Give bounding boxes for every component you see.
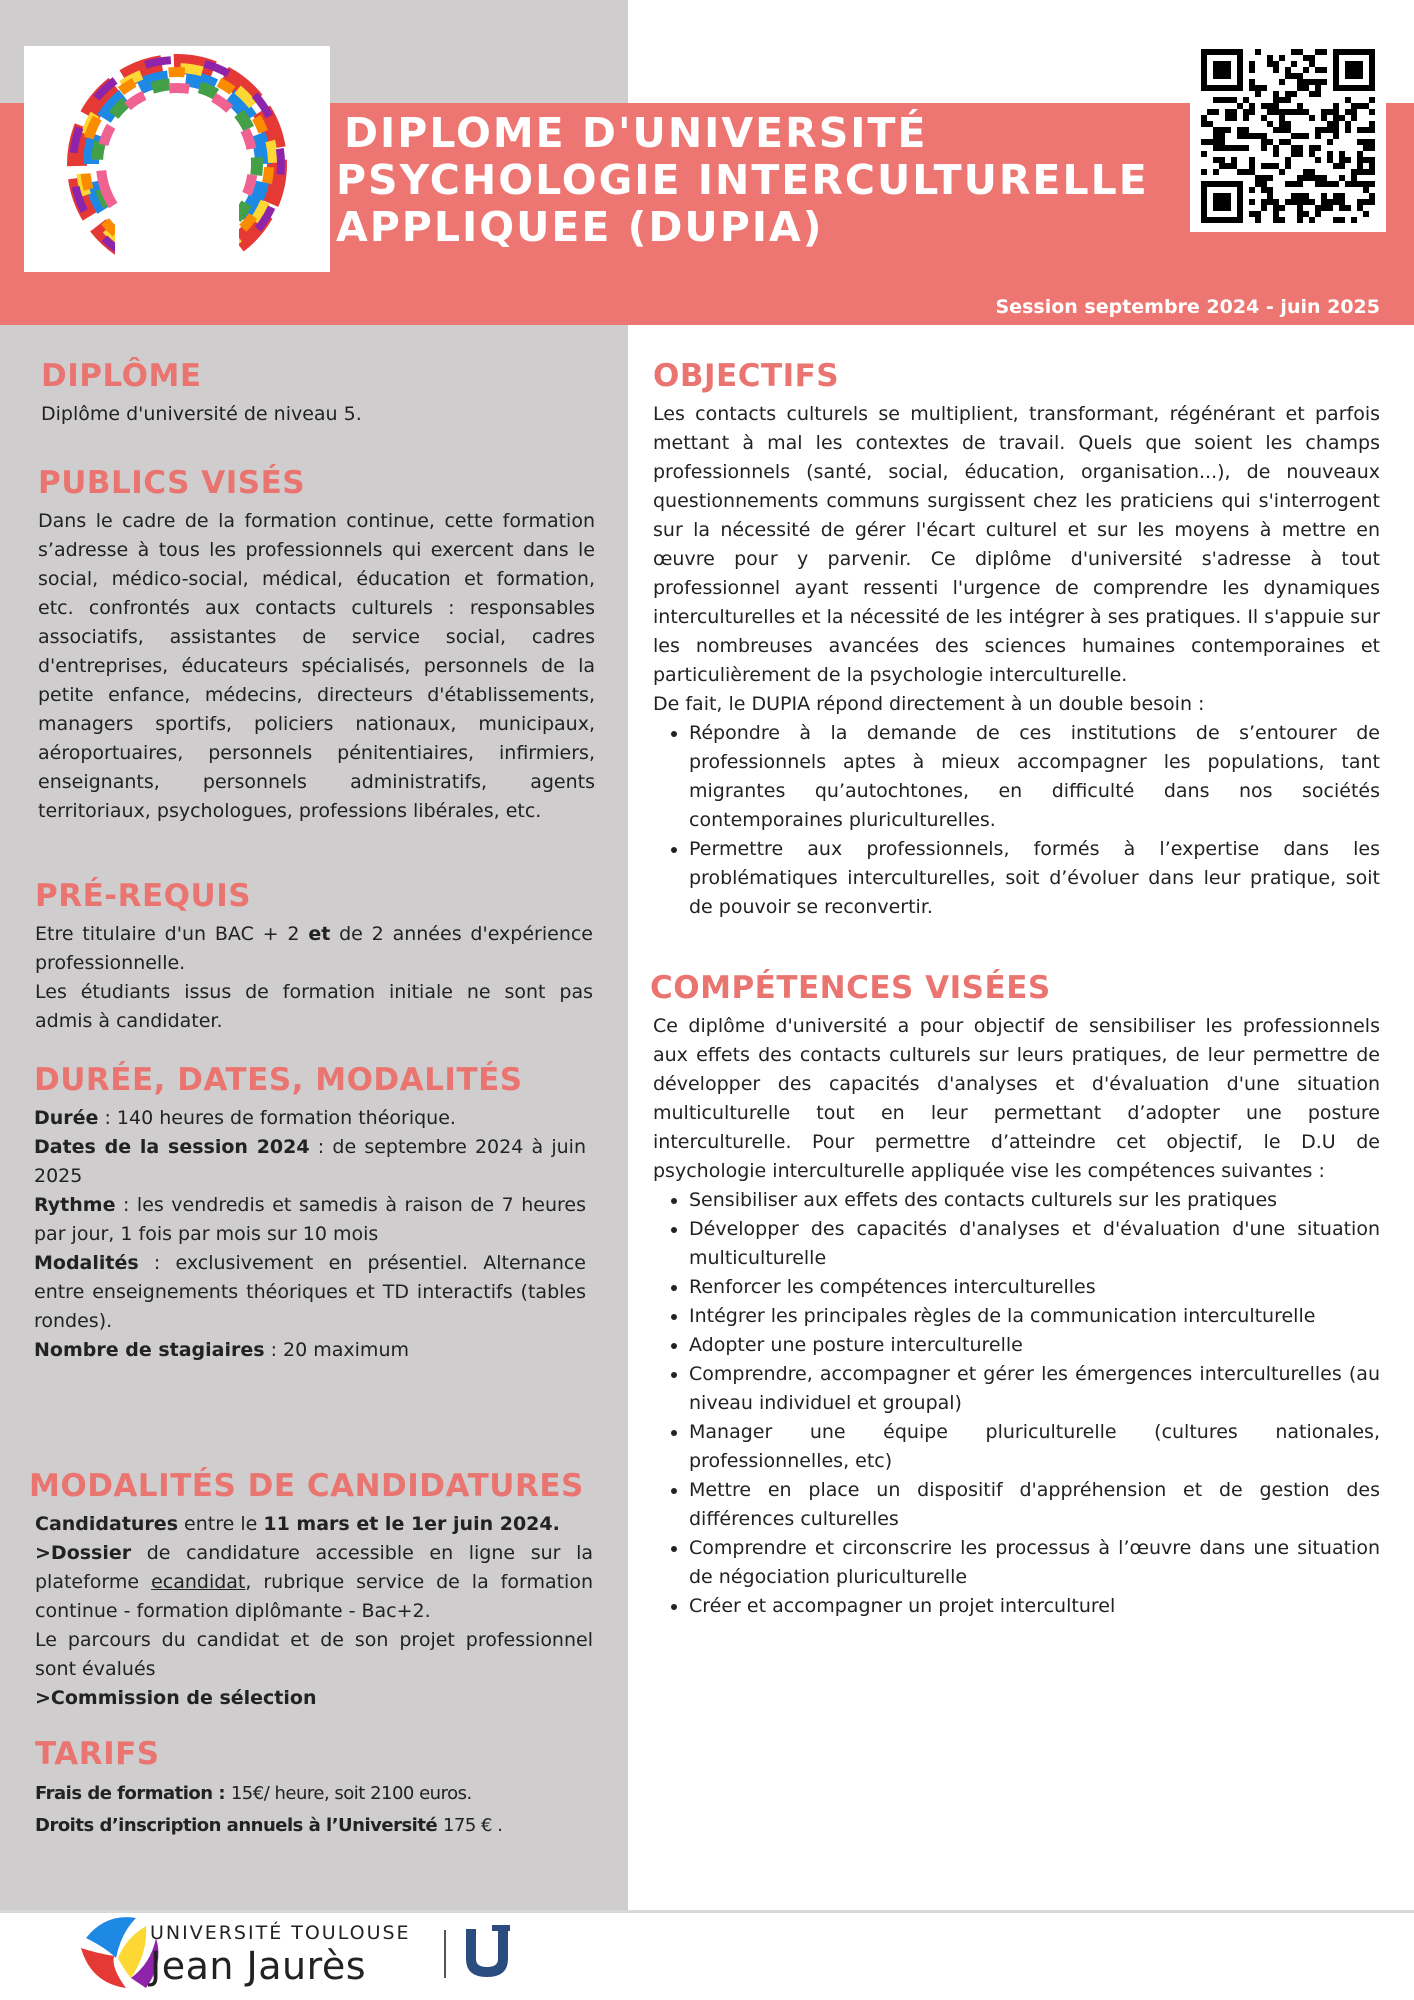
duree-item-value: : 140 heures de formation théorique. [98, 1107, 456, 1129]
tarif-droits-value: 175 € . [442, 1815, 503, 1836]
heads-logo-icon [24, 46, 330, 272]
tarifs-heading: TARIFS [35, 1736, 160, 1772]
tarif-droits-label: Droits d’inscription annuels à l’Université [35, 1815, 443, 1836]
duree-item-label: Modalités [34, 1252, 139, 1274]
tarif-frais-label: Frais de formation : [35, 1783, 231, 1804]
competences-heading: COMPÉTENCES VISÉES [650, 970, 1051, 1006]
title-line-2: PSYCHOLOGIE INTERCULTURELLE [336, 156, 1149, 205]
qr-code-icon [1190, 40, 1386, 232]
diplome-heading: DIPLÔME [41, 358, 202, 394]
diplome-text: Diplôme d'université de niveau 5. [41, 403, 362, 425]
section-tarifs [35, 1736, 593, 1842]
footer-separator [444, 1930, 446, 1978]
dossier-label: >Dossier [35, 1542, 132, 1564]
section-diplome [41, 358, 596, 429]
list-item: • Répondre à la demande de ces institutions de s’entourer de professionnels aptes à mieux accompagner les populations, tant migrantes qu’autochtones, en difficulté dans nos sociétés contemporaines pluriculturelles. [689, 719, 1380, 835]
duree-item [34, 1133, 586, 1191]
candidatures-heading: MODALITÉS DE CANDIDATURES [29, 1468, 584, 1504]
list-item: • Comprendre, accompagner et gérer les émergences interculturelles (au niveau individuel et groupal) [689, 1360, 1380, 1418]
qr-code[interactable] [1190, 40, 1386, 232]
section-competences [650, 970, 1380, 1621]
duree-item-label: Nombre de stagiaires [34, 1339, 265, 1361]
objectifs-lead: De fait, le DUPIA répond directement à un double besoin : [653, 693, 1205, 715]
section-candidatures [29, 1468, 593, 1713]
commission-label: >Commission de sélection [35, 1687, 317, 1709]
candidatures-label: Candidatures [35, 1513, 179, 1535]
publics-heading: PUBLICS VISÉS [38, 465, 306, 501]
objectifs-text: Les contacts culturels se multiplient, transformant, régénérant et parfois mettant à mal les contextes de travail. Quels que soient les champs professionnels (santé, social, éducation, organisation...), de nouveaux questionnements communs surgissent chez les praticiens qui s'interrogent sur la nécessité de gérer l'écart culturel et sur les moyens à mettre en œuvre pour y parvenir. Ce diplôme d'université s'adresse à tout professionnel ayant ressenti l'urgence de comprendre les dynamiques interculturelles et la nécessité de les intégrer à ses pratiques. Il s'appuie sur les nombreuses avancées des sciences humaines contemporaines et particulièrement de la psychologie interculturelle. [653, 403, 1380, 686]
duree-item-value: : les vendredis et samedis à raison de 7 heures par jour, 1 fois par mois sur 10 mois [34, 1194, 586, 1245]
list-item: • Sensibiliser aux effets des contacts culturels sur les pratiques [689, 1186, 1380, 1215]
prerequis-heading: PRÉ-REQUIS [35, 878, 252, 914]
session-dates: Session septembre 2024 - juin 2025 [995, 296, 1380, 318]
candidatures-commission [35, 1684, 593, 1713]
objectifs-heading: OBJECTIFS [653, 358, 840, 394]
candidatures-dates [35, 1510, 593, 1539]
duree-item-value: : 20 maximum [264, 1339, 409, 1361]
candidatures-dossier [35, 1539, 593, 1626]
list-item: • Comprendre et circonscrire les processus à l’œuvre dans une situation de négociation pluriculturelle [689, 1534, 1380, 1592]
prerequis-text-1c: de 2 années d'expérience professionnelle. [35, 923, 593, 974]
duree-item [34, 1191, 586, 1249]
dossier-text-end: , rubrique service de la formation continue - formation diplômante - Bac+2. [35, 1571, 593, 1622]
title-line-3: APPLIQUEE (DUPIA) [336, 203, 824, 252]
objectifs-bullets [653, 719, 1380, 922]
section-duree [34, 1062, 586, 1365]
list-item: • Manager une équipe pluriculturelle (cultures nationales, professionnelles, etc) [689, 1418, 1380, 1476]
candidatures-between: entre le [178, 1513, 264, 1535]
university-name-line-1: UNIVERSITÉ TOULOUSE [150, 1922, 411, 1944]
dossier-text: de candidature accessible en ligne sur la plateforme [35, 1542, 593, 1593]
list-item: • Adopter une posture interculturelle [689, 1331, 1380, 1360]
prerequis-text-1a: Etre titulaire d'un BAC + 2 [35, 923, 309, 945]
page-title [336, 110, 1149, 251]
competences-bullets [653, 1186, 1380, 1621]
duree-item-label: Rythme [34, 1194, 116, 1216]
publics-text: Dans le cadre de la formation continue, cette formation s’adresse à tous les professionnels qui exercent dans le social, médico-social, médical, éducation et formation, etc. confrontés aux contacts culturels : responsables associatifs, assistantes de service social, cadres d'entreprises, éducateurs spécialisés, personnels de la petite enfance, médecins, directeurs d'établissements, managers sportifs, policiers nationaux, municipaux, aéroportuaires, personnels pénitentiaires, infirmiers, enseignants, personnels administratifs, agents territoriaux, psychologues, professions libérales, etc. [38, 510, 595, 822]
section-publics [38, 465, 595, 826]
duree-heading: DURÉE, DATES, MODALITÉS [34, 1062, 523, 1098]
ut-monogram-icon [462, 1925, 512, 1981]
list-item: • Intégrer les principales règles de la communication interculturelle [689, 1302, 1380, 1331]
duree-item [34, 1336, 586, 1365]
list-item: • Mettre en place un dispositif d'appréhension et de gestion des différences culturelles [689, 1476, 1380, 1534]
programme-logo [24, 46, 330, 272]
section-prerequis [35, 878, 593, 1036]
duree-item-label: Dates de la session 2024 [34, 1136, 310, 1158]
list-item: • Développer des capacités d'analyses et d'évaluation d'une situation multiculturelle [689, 1215, 1380, 1273]
tarif-droits [35, 1810, 593, 1842]
ecandidat-link[interactable]: ecandidat [151, 1571, 246, 1593]
duree-item [34, 1104, 586, 1133]
university-name-line-2: Jean Jaurès [150, 1944, 367, 1988]
prerequis-and: et [308, 923, 331, 945]
duree-item-value: : de septembre 2024 à juin 2025 [34, 1136, 587, 1187]
duree-item-label: Durée [34, 1107, 99, 1129]
list-item: • Permettre aux professionnels, formés à l’expertise dans les problématiques interculturelles, soit d’évoluer dans leur pratique, soit de pouvoir se reconvertir. [689, 835, 1380, 922]
prerequis-text-1 [35, 920, 593, 978]
list-item: • Créer et accompagner un projet interculturel [689, 1592, 1380, 1621]
title-line-1: DIPLOME D'UNIVERSITÉ [344, 109, 928, 157]
prerequis-text-2: Les étudiants issus de formation initiale ne sont pas admis à candidater. [35, 981, 593, 1032]
candidatures-period: 11 mars et le 1er juin 2024. [263, 1513, 560, 1535]
list-item: • Renforcer les compétences interculturelles [689, 1273, 1380, 1302]
candidatures-evaluation: Le parcours du candidat et de son projet professionnel sont évalués [35, 1629, 593, 1680]
tarif-frais-value: 15€/ heure, soit 2100 euros. [230, 1783, 472, 1804]
competences-text: Ce diplôme d'université a pour objectif de sensibiliser les professionnels aux effets des contacts culturels sur leurs pratiques, de leur permettre de développer des capacités d'analyses et d'évaluation d'une situation multiculturelle tout en leur permettant d’adopter une posture interculturelle. Pour permettre d’atteindre cet objectif, le D.U de psychologie interculturelle appliquée vise les compétences suivantes : [653, 1015, 1380, 1182]
tarif-frais [35, 1778, 593, 1810]
section-objectifs [653, 358, 1380, 922]
duree-item-value: : exclusivement en présentiel. Alternance entre enseignements théoriques et TD interactifs (tables rondes). [34, 1252, 586, 1332]
duree-list [34, 1104, 586, 1365]
duree-item [34, 1249, 586, 1336]
